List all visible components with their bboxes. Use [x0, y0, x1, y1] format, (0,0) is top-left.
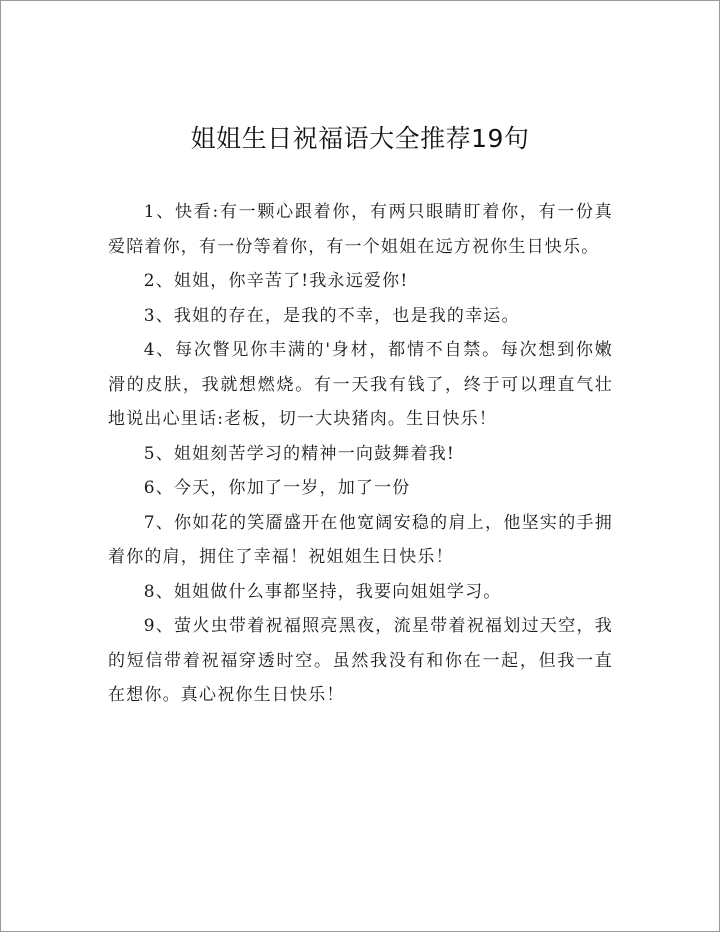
- document-body: [108, 195, 613, 713]
- paragraph-4: 4、每次瞥见你丰满的'身材，都情不自禁。每次想到你嫩滑的皮肤，我就想燃烧。有一天我有钱了，终于可以理直气壮地说出心里话:老板，切一大块猪肉。生日快乐！: [108, 340, 613, 429]
- document-title: 姐姐生日祝福语大全推荐19句: [190, 124, 530, 153]
- paragraph-3: 3、我姐的存在，是我的不幸，也是我的幸运。: [143, 305, 520, 326]
- paragraph-1: 1、快看:有一颗心跟着你，有两只眼睛盯着你，有一份真爱陪着你，有一份等着你，有一个姐姐在远方祝你生日快乐。: [108, 202, 613, 257]
- paragraph-8: 8、姐姐做什么事都坚持，我要向姐姐学习。: [143, 581, 502, 602]
- paragraph-6: 6、今天，你加了一岁，加了一份: [143, 478, 411, 498]
- paragraph-2: 2、姐姐，你辛苦了!我永远爱你!: [143, 271, 409, 291]
- paragraph-9: 9、萤火虫带着祝福照亮黑夜，流星带着祝福划过天空，我的短信带着祝福穿透时空。虽然我没有和你在一起，但我一直在想你。真心祝你生日快乐！: [108, 616, 613, 705]
- paragraph-7: 7、你如花的笑靥盛开在他宽阔安稳的肩上，他坚实的手拥着你的肩，拥住了幸福！祝姐姐生日快乐！: [108, 512, 613, 567]
- paragraph-5: 5、姐姐刻苦学习的精神一向鼓舞着我!: [143, 443, 455, 464]
